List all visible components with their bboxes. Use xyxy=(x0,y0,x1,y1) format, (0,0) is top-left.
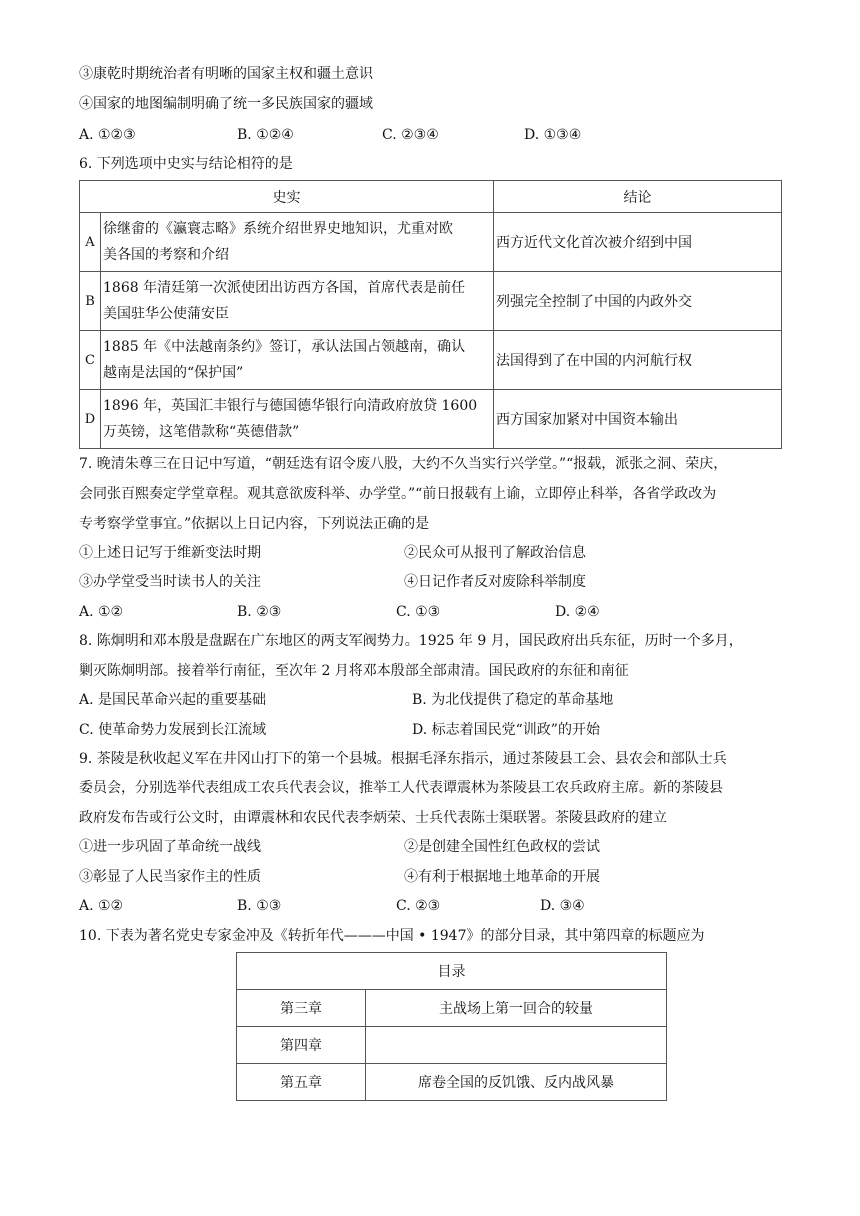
q7-stem-line: 7. 晚清朱尊三在日记中写道，“朝廷迭有诏令废八股，大约不久当实行兴学堂。”“报载，派张之洞、荣庆， xyxy=(79,456,728,472)
q9-option-d[interactable]: D. ③④ xyxy=(540,898,585,914)
q7-option-d[interactable]: D. ②④ xyxy=(555,604,600,620)
q10-row-chapter-5 xyxy=(237,1064,667,1101)
q10-chapter-title: 主战场上第一回合的较量 xyxy=(366,990,667,1027)
q9-option-a[interactable]: A. ①② xyxy=(79,898,124,914)
q6-row-conclusion: 西方近代文化首次被介绍到中国 xyxy=(494,213,782,272)
q6-row-label: C xyxy=(80,331,101,390)
q8-option-c[interactable]: C. 使革命势力发展到长江流域 xyxy=(79,722,267,738)
q6-row-conclusion: 西方国家加紧对中国资本输出 xyxy=(494,390,782,449)
q10-chapter-label: 第四章 xyxy=(237,1027,366,1064)
q5-option-d[interactable]: D. ①③④ xyxy=(524,127,582,143)
q7-stem-line: 会同张百熙奏定学堂章程。观其意欲废科举、办学堂。”“前日报载有上谕，立即停止科举，各省学政改为 xyxy=(79,486,717,502)
q10-chapter-label: 第五章 xyxy=(237,1064,366,1101)
q6-row-d xyxy=(80,390,782,449)
q5-option-a[interactable]: A. ①②③ xyxy=(79,127,136,143)
q6-row-label: B xyxy=(80,272,101,331)
q6-fact-line: 美各国的考察和介绍 xyxy=(103,247,229,263)
q10-table-title-row xyxy=(237,953,667,990)
q6-fact-line: 万英镑，这笔借款称“英德借款” xyxy=(103,424,300,440)
q6-fact-line: 越南是法国的“保护国” xyxy=(103,365,244,381)
q6-fact-line: 徐继畬的《瀛寰志略》系统介绍世界史地知识，尤重对欧 xyxy=(103,221,453,237)
q7-statement-2: ②民众可从报刊了解政治信息 xyxy=(404,545,586,561)
q6-row-b xyxy=(80,272,782,331)
q10-chapter-title-blank xyxy=(366,1027,667,1064)
q7-option-a[interactable]: A. ①② xyxy=(79,604,124,620)
q9-option-b[interactable]: B. ①③ xyxy=(237,898,282,914)
q6-row-conclusion: 列强完全控制了中国的内政外交 xyxy=(494,272,782,331)
q9-statement-4: ④有利于根据地土地革命的开展 xyxy=(404,869,600,885)
q6-header-fact: 史实 xyxy=(80,181,494,213)
q6-fact-line: 1885 年《中法越南条约》签订，承认法国占领越南，确认 xyxy=(103,339,466,355)
q8-option-b[interactable]: B. 为北伐提供了稳定的革命基地 xyxy=(412,692,614,708)
q6-row-fact xyxy=(101,272,494,331)
q6-row-fact xyxy=(101,331,494,390)
q10-table-title: 目录 xyxy=(237,953,667,990)
q7-option-c[interactable]: C. ①③ xyxy=(396,604,441,620)
q7-option-b[interactable]: B. ②③ xyxy=(237,604,282,620)
q8-option-d[interactable]: D. 标志着国民党“训政”的开始 xyxy=(412,722,600,738)
q6-row-c xyxy=(80,331,782,390)
q6-fact-line: 美国驻华公使蒲安臣 xyxy=(103,306,229,322)
q6-row-label: A xyxy=(80,213,101,272)
q6-row-a xyxy=(80,213,782,272)
q6-row-label: D xyxy=(80,390,101,449)
q6-row-conclusion: 法国得到了在中国的内河航行权 xyxy=(494,331,782,390)
q6-fact-line: 1896 年，英国汇丰银行与德国德华银行向清政府放贷 1600 xyxy=(103,398,478,414)
q6-row-fact xyxy=(101,390,494,449)
q10-stem: 10. 下表为著名党史专家金冲及《转折年代———中国 • 1947》的部分目录，其中第四章的标题应为 xyxy=(79,928,705,944)
q10-table xyxy=(236,952,667,1101)
q6-fact-line: 1868 年清廷第一次派使团出访西方各国，首席代表是前任 xyxy=(103,280,466,296)
q8-stem-line: 8. 陈炯明和邓本殷是盘踞在广东地区的两支军阀势力。1925 年 9 月，国民政府出兵东征，历时一个多月， xyxy=(79,633,743,649)
q9-statement-3: ③彰显了人民当家作主的性质 xyxy=(79,869,261,885)
q9-statement-1: ①进一步巩固了革命统一战线 xyxy=(79,839,261,855)
q9-stem-line: 委员会，分别选举代表组成工农兵代表会议，推举工人代表谭震林为茶陵县工农兵政府主席。新的茶陵县 xyxy=(79,780,723,796)
q6-table xyxy=(79,180,782,449)
q10-row-chapter-3 xyxy=(237,990,667,1027)
q8-option-a[interactable]: A. 是国民革命兴起的重要基础 xyxy=(79,692,267,708)
q10-chapter-label: 第三章 xyxy=(237,990,366,1027)
q5-statement-3: ③康乾时期统治者有明晰的国家主权和疆土意识 xyxy=(79,66,373,82)
q7-statement-1: ①上述日记写于维新变法时期 xyxy=(79,545,261,561)
q6-stem: 6. 下列选项中史实与结论相符的是 xyxy=(79,156,293,172)
q6-header-conclusion: 结论 xyxy=(494,181,782,213)
q5-option-b[interactable]: B. ①②④ xyxy=(237,127,294,143)
q9-option-c[interactable]: C. ②③ xyxy=(396,898,441,914)
q10-row-chapter-4 xyxy=(237,1027,667,1064)
q6-row-fact xyxy=(101,213,494,272)
q5-statement-4: ④国家的地图编制明确了统一多民族国家的疆域 xyxy=(79,96,373,112)
q6-table-header-row xyxy=(80,181,782,213)
q9-stem-line: 9. 茶陵是秋收起义军在井冈山打下的第一个县城。根据毛泽东指示，通过茶陵县工会、县农会和部队士兵 xyxy=(79,751,727,767)
q9-statement-2: ②是创建全国性红色政权的尝试 xyxy=(404,839,600,855)
q5-option-c[interactable]: C. ②③④ xyxy=(382,127,439,143)
q9-stem-line: 政府发布告或行公文时，由谭震林和农民代表李炳荣、士兵代表陈士渠联署。茶陵县政府的建立 xyxy=(79,810,667,826)
q8-stem-line: 剿灭陈炯明部。接着举行南征，至次年 2 月将邓本殷部全部肃清。国民政府的东征和南征 xyxy=(79,663,629,679)
q7-statement-4: ④日记作者反对废除科举制度 xyxy=(404,574,586,590)
q7-stem-line: 专考察学堂事宜。”依据以上日记内容，下列说法正确的是 xyxy=(79,516,430,532)
q7-statement-3: ③办学堂受当时读书人的关注 xyxy=(79,574,261,590)
q10-chapter-title: 席卷全国的反饥饿、反内战风暴 xyxy=(366,1064,667,1101)
